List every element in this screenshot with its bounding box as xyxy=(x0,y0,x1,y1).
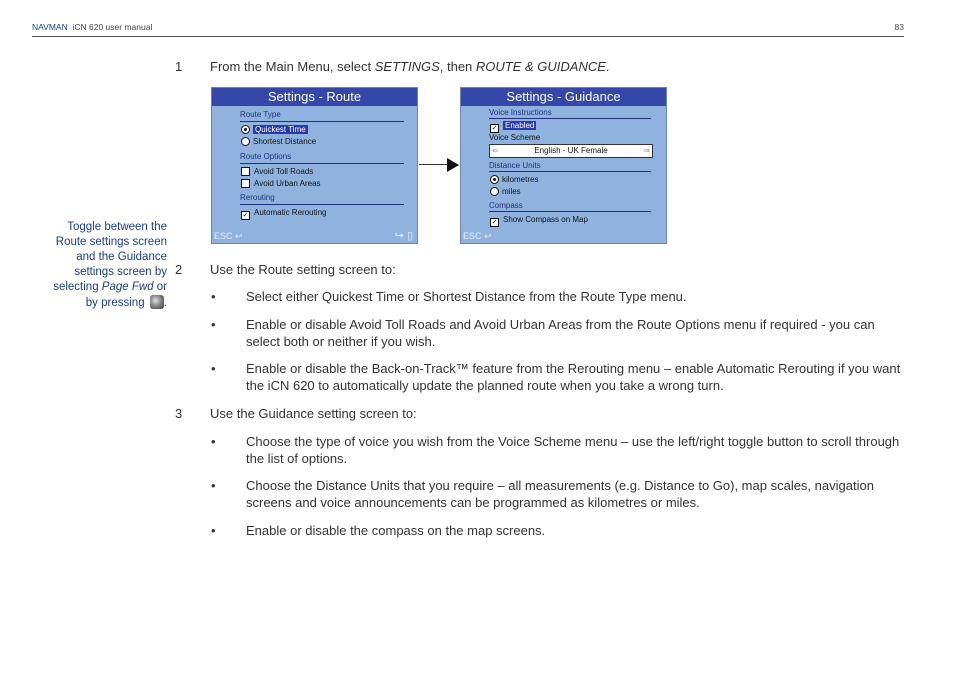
bullet-icon: • xyxy=(211,434,216,449)
esc-label: ESC xyxy=(214,231,233,241)
settings-menu-ref: SETTINGS xyxy=(374,59,440,74)
esc-label: ESC xyxy=(463,231,482,241)
forward-arrow-icon: ↪ xyxy=(394,230,404,242)
brand-name: NAVMAN xyxy=(32,22,68,32)
connector-line xyxy=(419,164,449,165)
step-1-text-b: , then xyxy=(439,59,476,74)
divider xyxy=(489,118,651,119)
route-settings-screen xyxy=(211,87,418,244)
step-1-text-a: From the Main Menu, select xyxy=(210,59,375,74)
step-3-bullet: Enable or disable the compass on the map screens. xyxy=(246,523,546,538)
radio-empty-icon xyxy=(490,187,499,196)
voice-enabled-option[interactable] xyxy=(490,121,536,133)
esc-button[interactable] xyxy=(463,231,492,242)
voice-scheme-heading: Voice Scheme xyxy=(489,133,541,142)
radio-empty-icon xyxy=(241,137,250,146)
step-3-bullet: Choose the Distance Units that you require – all measurements (e.g. Distance to Go), map scales, navigation screens and voice announcements can be programmed as kilometres or miles. xyxy=(246,478,874,510)
shortest-distance-label: Shortest Distance xyxy=(253,137,317,146)
divider xyxy=(489,211,651,212)
esc-button[interactable] xyxy=(214,231,243,242)
margin-note-text-2: or by pressing xyxy=(85,281,167,309)
running-header xyxy=(32,22,152,32)
arrow-left-icon: ⇐ xyxy=(492,146,499,155)
voice-instructions-heading: Voice Instructions xyxy=(489,108,552,117)
shortest-distance-option[interactable] xyxy=(241,137,316,146)
voice-scheme-value: English - UK Female xyxy=(534,146,608,155)
radio-selected-icon xyxy=(490,175,499,184)
step-2-number: 2 xyxy=(175,262,183,277)
voice-scheme-selector[interactable] xyxy=(489,144,653,158)
step-3-bullet: Choose the type of voice you wish from the Voice Scheme menu – use the left/right toggle button to scroll through the list of options. xyxy=(246,434,900,466)
back-arrow-icon: ↩ xyxy=(235,231,243,241)
miles-option[interactable] xyxy=(490,187,521,196)
step-1-number: 1 xyxy=(175,59,183,74)
checkbox-checked-icon: ✓ xyxy=(491,219,498,226)
avoid-urban-label: Avoid Urban Areas xyxy=(254,179,321,188)
page-icon: ▯ xyxy=(406,230,413,242)
divider xyxy=(489,171,651,172)
avoid-toll-roads-option[interactable] xyxy=(241,167,313,176)
show-compass-option[interactable] xyxy=(490,215,588,227)
distance-units-heading: Distance Units xyxy=(489,161,541,170)
bullet-icon: • xyxy=(211,478,216,493)
avoid-urban-areas-option[interactable] xyxy=(241,179,321,188)
route-type-heading: Route Type xyxy=(240,110,281,119)
automatic-rerouting-option[interactable] xyxy=(241,208,326,220)
route-screen-title: Settings - Route xyxy=(212,88,417,106)
radio-selected-icon xyxy=(241,125,250,134)
miles-label: miles xyxy=(502,187,521,196)
checkbox-checked-icon: ✓ xyxy=(242,212,249,219)
route-guidance-menu-ref: ROUTE & GUIDANCE xyxy=(475,59,606,74)
manual-title: iCN 620 user manual xyxy=(72,22,153,32)
toggle-button-icon xyxy=(150,295,164,309)
checkbox-checked-icon: ✓ xyxy=(491,125,498,132)
margin-note-text: Toggle between the Route settings screen and the Guidance settings screen by selecting xyxy=(53,221,167,293)
checkbox-empty-icon xyxy=(241,179,250,188)
kilometres-option[interactable] xyxy=(490,175,538,184)
margin-note xyxy=(40,220,167,311)
checkbox-empty-icon xyxy=(241,167,250,176)
step-2-text: Use the Route setting screen to: xyxy=(210,262,396,277)
step-3-text: Use the Guidance setting screen to: xyxy=(210,406,417,421)
quickest-time-option[interactable] xyxy=(241,125,308,134)
guidance-settings-screen xyxy=(460,87,667,244)
kilometres-label: kilometres xyxy=(502,175,539,184)
divider xyxy=(240,163,404,164)
divider xyxy=(240,121,404,122)
bullet-icon: • xyxy=(211,317,216,332)
step-1-text xyxy=(210,59,610,74)
step-1-text-c: . xyxy=(605,59,610,74)
bullet-icon: • xyxy=(211,523,216,538)
page-fwd-button[interactable] xyxy=(395,229,413,242)
arrow-right-icon: ⇒ xyxy=(643,146,650,155)
step-2-bullet: Select either Quickest Time or Shortest Distance from the Route Type menu. xyxy=(246,289,687,304)
header-rule xyxy=(32,36,904,37)
page-number: 83 xyxy=(894,22,904,32)
page-fwd-ref: Page Fwd xyxy=(101,281,154,293)
divider xyxy=(240,204,404,205)
bullet-icon: • xyxy=(211,361,216,376)
route-options-heading: Route Options xyxy=(240,152,292,161)
quickest-time-label: Quickest Time xyxy=(255,125,306,134)
step-3-number: 3 xyxy=(175,406,183,421)
enabled-label: Enabled xyxy=(505,121,535,130)
bullet-icon: • xyxy=(211,289,216,304)
back-arrow-icon: ↩ xyxy=(484,231,492,241)
step-2-bullet: Enable or disable Avoid Toll Roads and Avoid Urban Areas from the Route Options menu if required - you can select both or neither if you wish. xyxy=(246,317,875,349)
guidance-screen-title: Settings - Guidance xyxy=(461,88,666,106)
show-compass-label: Show Compass on Map xyxy=(503,215,588,224)
margin-note-end: . xyxy=(163,297,167,309)
step-2-bullet: Enable or disable the Back-on-Track™ feature from the Rerouting menu – enable Automatic Rerouting if you want the iCN 620 to automatically update the planned route when you take a wrong turn. xyxy=(246,361,901,393)
auto-reroute-label: Automatic Rerouting xyxy=(254,208,327,217)
compass-heading: Compass xyxy=(489,201,523,210)
rerouting-heading: Rerouting xyxy=(240,193,275,202)
avoid-toll-label: Avoid Toll Roads xyxy=(254,167,314,176)
arrow-right-icon xyxy=(447,158,459,172)
